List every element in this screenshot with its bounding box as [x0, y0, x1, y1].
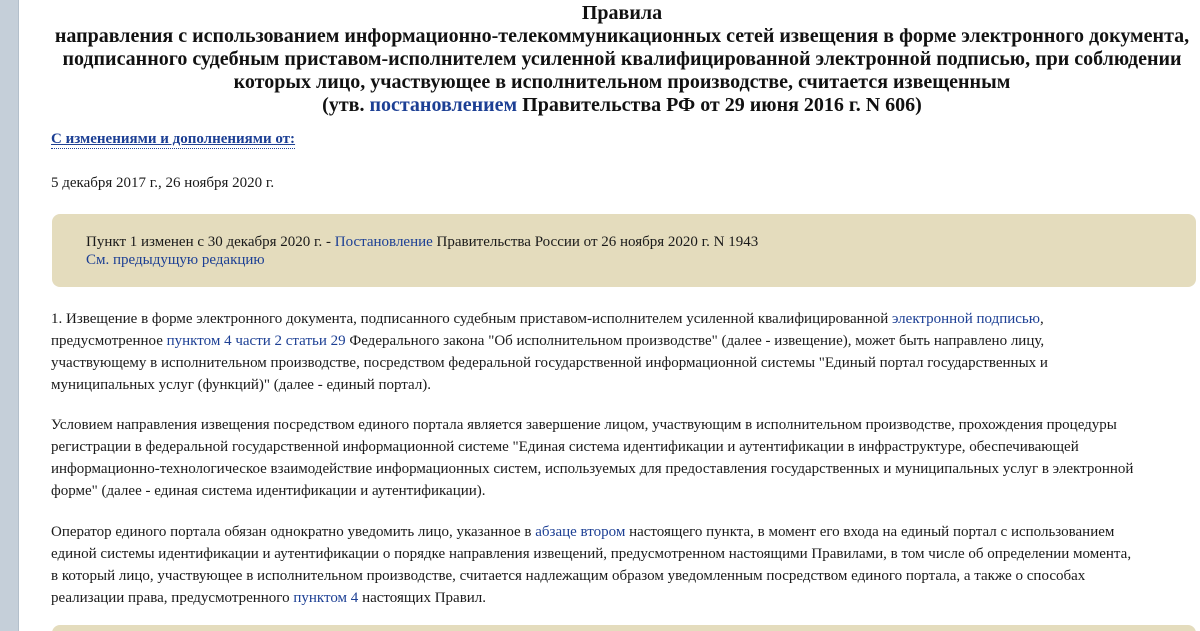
p1-text: 1. Извещение в форме электронного документа, подписанного судебным приставом-исполнителем усиленной квалифицированной [51, 311, 893, 327]
paragraph-2-line-4: форме" (далее - единая система идентификации и аутентификации). [51, 483, 486, 499]
paragraph-2-line-3: информационно-технологическое взаимодействие информационных систем, используемых для предоставления государственных и муниципальных услуг в электронной [51, 461, 1134, 477]
paragraph-3-line-2: единой системы идентификации и аутентификации о порядке направления извещений, предусмотренном настоящими Правилами, в том числе об определении момента, [51, 546, 1132, 562]
change-dates: 5 декабря 2017 г., 26 ноября 2020 г. [51, 175, 275, 191]
resolution-1943-link[interactable]: Постановление [334, 234, 433, 250]
paragraph-1-line-4: муниципальных услуг (функций)" (далее - единый портал). [51, 377, 432, 393]
paragraph-3-line-3: в который лицо, участвующее в исполнительном производстве, считается надлежащим образом уведомленным посредством единого портала, а также о способах [51, 568, 1086, 584]
title-line-1: Правила [581, 2, 663, 24]
paragraph-3 [51, 521, 1200, 609]
p3-l4-suffix: настоящих Правил. [358, 590, 487, 606]
paragraph-3-line-1 [51, 521, 1200, 543]
paragraph-2-line-2: регистрации в федеральной государственной информационной системе "Единая система идентификации и аутентификации в инфраструктуре, обеспечивающей [51, 439, 1079, 455]
p1-comma: , [1039, 311, 1044, 327]
resolution-link[interactable]: постановлением [369, 94, 518, 116]
title-line-3: подписанного судебным приставом-исполнителем усиленной квалифицированной электронной подписью, при соблюдении [62, 48, 1182, 70]
p3-l1-prefix: Оператор единого портала обязан однократно уведомить лицо, указанное в [51, 524, 536, 540]
change-note-text [86, 233, 758, 251]
electronic-signature-link[interactable]: электронной подписью [892, 311, 1040, 327]
left-panel-edge [0, 0, 19, 631]
change-note-box [52, 214, 1196, 287]
title-line-2: направления с использованием информационно-телекоммуникационных сетей извещения в форме электронного документа, [54, 25, 1190, 47]
previous-edition-link[interactable]: См. предыдущую редакцию [86, 252, 265, 268]
paragraph-1-line-3: участвующему в исполнительном производстве, посредством федеральной государственной информационной системы "Единый портал государственных и [51, 355, 1048, 371]
point-4-link[interactable]: пунктом 4 [293, 590, 359, 606]
note-prefix: Пункт 1 изменен с 30 декабря 2020 г. - [86, 234, 335, 250]
p3-l1-suffix: настоящего пункта, в момент его входа на единый портал с использованием [625, 524, 1115, 540]
title-line-5 [52, 94, 1192, 117]
p1-l2-prefix: предусмотренное [51, 333, 167, 349]
paragraph-1-line-2 [51, 330, 1200, 352]
paragraph-1 [51, 308, 1200, 396]
title-approved-prefix: (утв. [322, 94, 370, 116]
second-paragraph-link[interactable]: абзаце втором [535, 524, 626, 540]
document-page [18, 0, 1200, 631]
changes-link[interactable]: С изменениями и дополнениями от: [51, 131, 296, 147]
note-suffix: Правительства России от 26 ноября 2020 г. N 1943 [432, 234, 759, 250]
next-note-box [52, 625, 1196, 631]
note-line-2 [86, 251, 265, 269]
p3-l4-prefix: реализации права, предусмотренного [51, 590, 294, 606]
paragraph-2-line-1: Условием направления извещения посредством единого портала является завершение лицом, участвующим в исполнительном производстве, прохождения процедуры [51, 417, 1117, 433]
article-29-link[interactable]: пунктом 4 части 2 статьи 29 [166, 333, 346, 349]
paragraph-1-line-1 [51, 308, 1200, 330]
p1-l2-suffix: Федерального закона "Об исполнительном производстве" (далее - извещение), может быть направлено лицу, [345, 333, 1045, 349]
document-title [52, 2, 1192, 117]
paragraph-3-line-4 [51, 587, 1200, 609]
paragraph-2 [51, 414, 1200, 502]
title-line-4: которых лицо, участвующее в исполнительном производстве, считается извещенным [233, 71, 1011, 93]
title-approved-suffix: Правительства РФ от 29 июня 2016 г. N 606) [517, 94, 922, 116]
